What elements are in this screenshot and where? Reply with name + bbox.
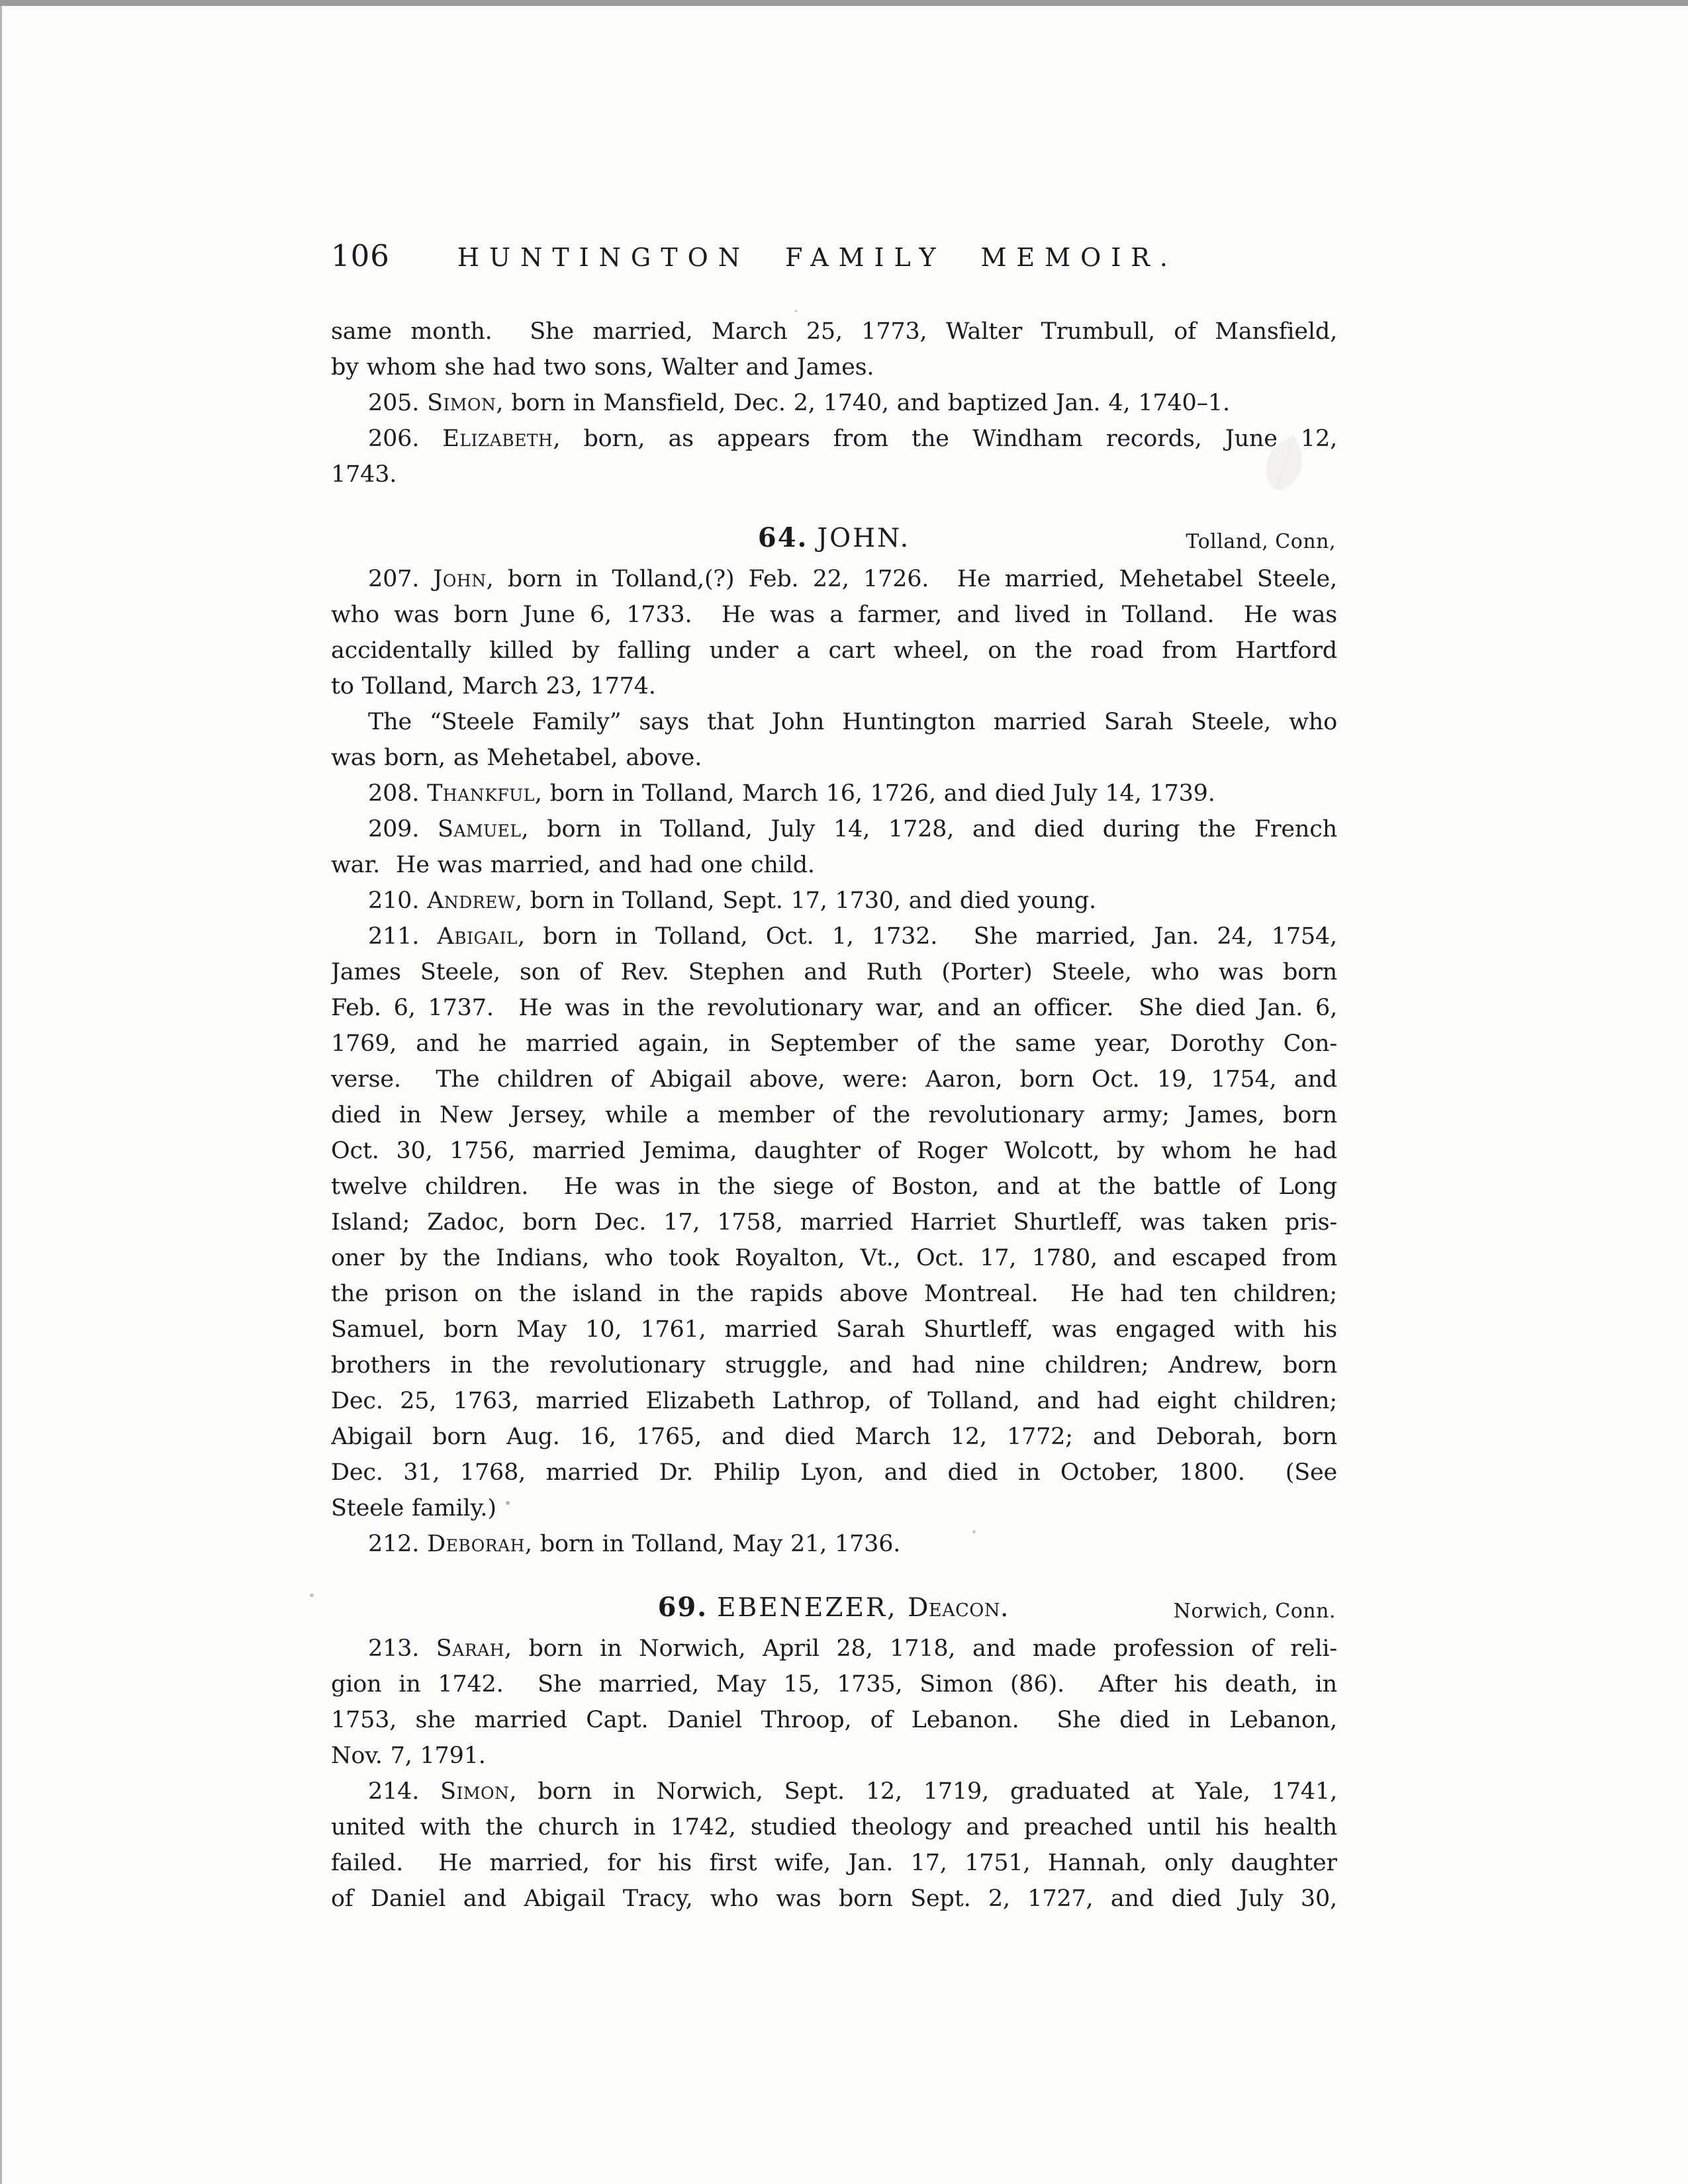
scan-edge-left-line [0, 6, 2, 2184]
text-line: 1753, she married Capt. Daniel Throop, of Lebanon. She died in Lebanon, [331, 1707, 1337, 1733]
text-line: brothers in the revolutionary struggle, and had nine children; Andrew, born [331, 1352, 1337, 1379]
text-line: Island; Zadoc, born Dec. 17, 1758, married Harriet Shurtleff, was taken pris- [331, 1209, 1337, 1236]
scan-edge-top-line [0, 0, 1688, 6]
small-caps-name: Samuel [437, 816, 522, 842]
text-line: 205. Simon, born in Mansfield, Dec. 2, 1740, and baptized Jan. 4, 1740–1. [368, 390, 1230, 416]
text-line: Feb. 6, 1737. He was in the revolutionary war, and an officer. She died Jan. 6, [331, 995, 1337, 1021]
text-line: 211. Abigail, born in Tolland, Oct. 1, 1732. She married, Jan. 24, 1754, [368, 923, 1337, 950]
text-line: 210. Andrew, born in Tolland, Sept. 17, 1730, and died young. [368, 887, 1096, 914]
section-name: EBENEZER, Deacon. [717, 1593, 1011, 1623]
section-heading [331, 1590, 1337, 1625]
small-caps-name: Deacon [908, 1593, 1000, 1623]
section-number: 69. [657, 1592, 708, 1623]
text-line: gion in 1742. She married, May 15, 1735, Simon (86). After his death, in [331, 1671, 1337, 1698]
text-line: Steele family.) [331, 1495, 496, 1522]
text-line: Oct. 30, 1756, married Jemima, daughter of Roger Wolcott, by whom he had [331, 1138, 1337, 1164]
section-name: JOHN. [817, 523, 911, 553]
small-caps-name: Andrew [427, 887, 516, 914]
small-caps-name: John [433, 566, 487, 592]
text-line: to Tolland, March 23, 1774. [331, 673, 656, 700]
text-line: The “Steele Family” says that John Huntington married Sarah Steele, who [368, 709, 1337, 735]
text-line: Abigail born Aug. 16, 1765, and died March 12, 1772; and Deborah, born [331, 1424, 1337, 1450]
small-caps-name: Thankful [427, 780, 535, 807]
text-line: Dec. 25, 1763, married Elizabeth Lathrop, of Tolland, and had eight children; [331, 1388, 1337, 1414]
text-line: same month. She married, March 25, 1773, Walter Trumbull, of Mansfield, [331, 318, 1337, 345]
scan-speck [794, 310, 798, 312]
text-line: by whom she had two sons, Walter and James. [331, 354, 874, 381]
text-line: 214. Simon, born in Norwich, Sept. 12, 1719, graduated at Yale, 1741, [368, 1778, 1337, 1805]
text-line: the prison on the island in the rapids above Montreal. He had ten children; [331, 1281, 1337, 1307]
small-caps-name: Deborah [427, 1531, 525, 1557]
running-title: HUNTINGTON FAMILY MEMOIR. [457, 243, 1178, 272]
text-line: 212. Deborah, born in Tolland, May 21, 1736. [368, 1531, 901, 1557]
small-caps-name: Simon [427, 390, 496, 416]
section-location: Tolland, Conn, [1186, 530, 1336, 553]
text-line: Samuel, born May 10, 1761, married Sarah Shurtleff, was engaged with his [331, 1316, 1337, 1343]
section-number: 64. [757, 522, 808, 553]
text-line: twelve children. He was in the siege of Boston, and at the battle of Long [331, 1173, 1337, 1200]
text-line: 1769, and he married again, in September of the same year, Dorothy Con- [331, 1030, 1337, 1057]
page-body [331, 314, 1337, 1917]
text-line: 208. Thankful, born in Tolland, March 16, 1726, and died July 14, 1739. [368, 780, 1215, 807]
text-line: united with the church in 1742, studied theology and preached until his health [331, 1814, 1337, 1841]
scan-speck [310, 1594, 314, 1597]
text-line: who was born June 6, 1733. He was a farmer, and lived in Tolland. He was [331, 602, 1337, 628]
page-number: 106 [331, 238, 390, 273]
text-line: of Daniel and Abigail Tracy, who was born Sept. 2, 1727, and died July 30, [331, 1886, 1337, 1912]
text-line: oner by the Indians, who took Royalton, Vt., Oct. 17, 1780, and escaped from [331, 1245, 1337, 1271]
section-location: Norwich, Conn. [1173, 1600, 1336, 1623]
text-line: accidentally killed by falling under a cart wheel, on the road from Hartford [331, 637, 1337, 664]
text-line: James Steele, son of Rev. Stephen and Ruth (Porter) Steele, who was born [331, 959, 1337, 985]
text-line: war. He was married, and had one child. [331, 852, 815, 878]
text-line: verse. The children of Abigail above, were: Aaron, born Oct. 19, 1754, and [331, 1066, 1337, 1093]
text-line: Nov. 7, 1791. [331, 1743, 486, 1769]
small-caps-name: Simon [440, 1778, 510, 1805]
running-header [331, 238, 1337, 273]
section-heading [331, 520, 1337, 556]
small-caps-name: Elizabeth [442, 426, 553, 452]
text-line: died in New Jersey, while a member of the revolutionary army; James, born [331, 1102, 1337, 1128]
text-line: 209. Samuel, born in Tolland, July 14, 1728, and died during the French [368, 816, 1337, 842]
text-line: 1743. [331, 461, 397, 488]
text-line: was born, as Mehetabel, above. [331, 745, 702, 771]
small-caps-name: Abigail [437, 923, 518, 950]
text-line: 206. Elizabeth, born, as appears from the Windham records, June 12, [368, 426, 1337, 452]
small-caps-name: Sarah [436, 1635, 504, 1662]
text-line: 207. John, born in Tolland,(?) Feb. 22, 1726. He married, Mehetabel Steele, [368, 566, 1337, 592]
text-line: 213. Sarah, born in Norwich, April 28, 1718, and made profession of reli- [368, 1635, 1337, 1662]
text-line: Dec. 31, 1768, married Dr. Philip Lyon, and died in October, 1800. (See [331, 1459, 1337, 1486]
text-line: failed. He married, for his first wife, Jan. 17, 1751, Hannah, only daughter [331, 1850, 1337, 1876]
